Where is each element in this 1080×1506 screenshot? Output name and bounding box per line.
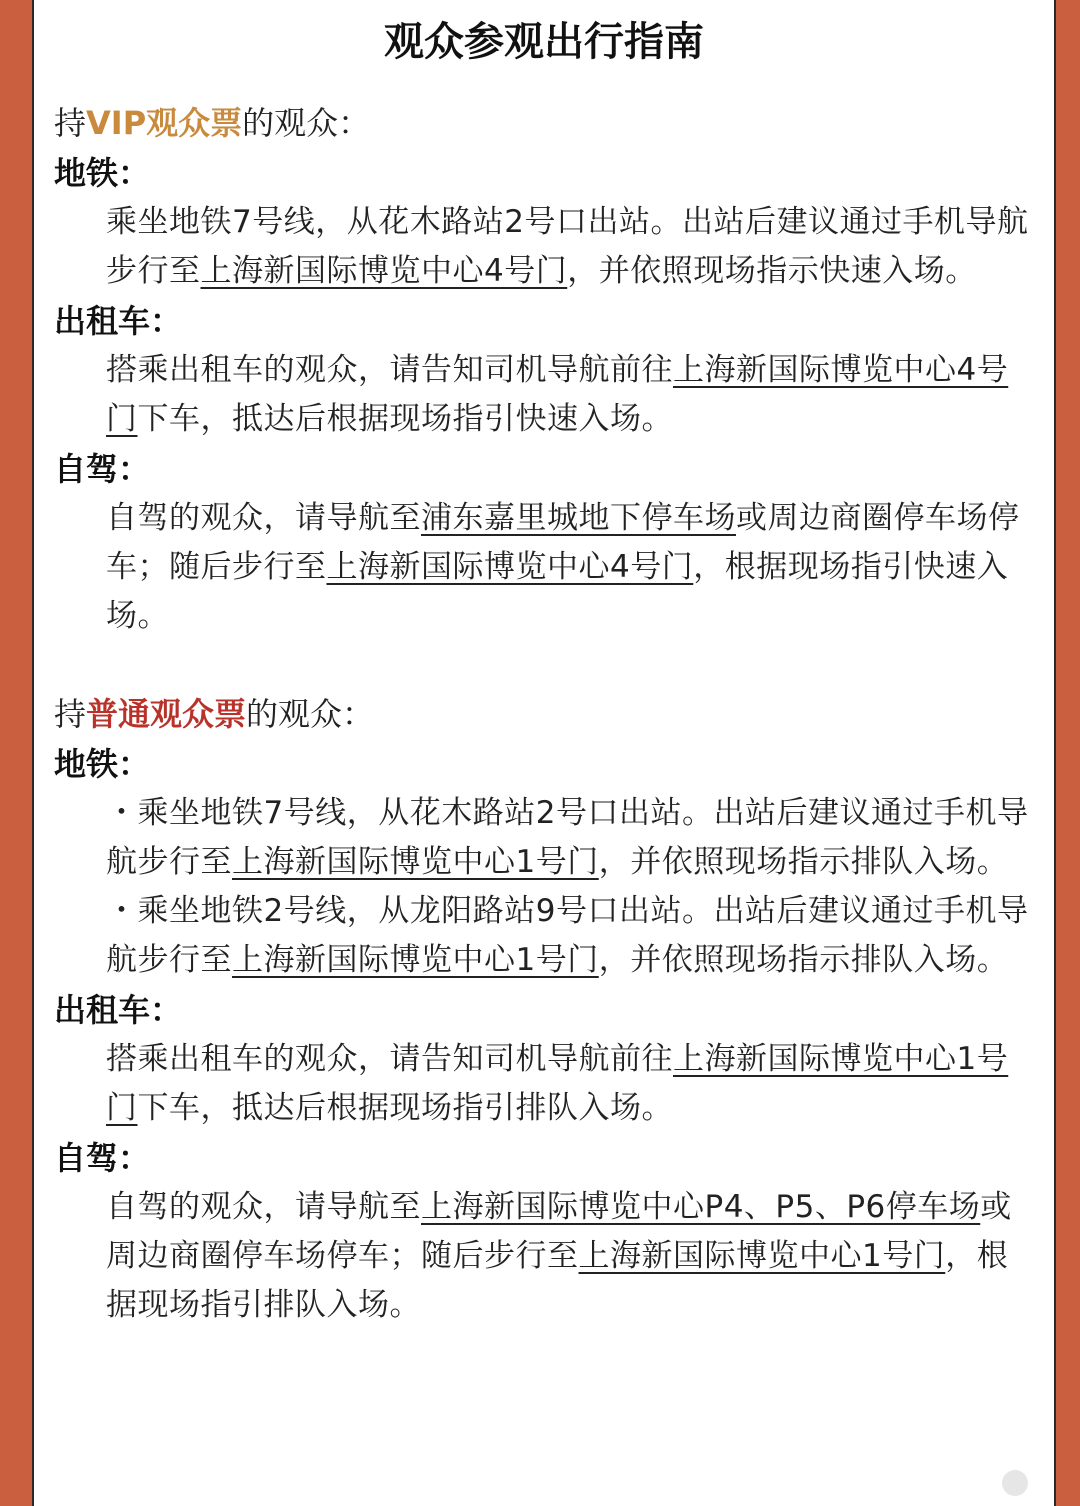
vip-section-heading [54, 98, 1044, 148]
text-segment: 搭乘出租车的观众，请告知司机导航前往 [106, 352, 673, 388]
text-segment: ・乘坐地铁2号线，从龙阳路站9号口出站。出站后建议通过手机导航步行至 [106, 893, 1029, 978]
text-segment: 或周边商圈停车场停车；随后步行至 [106, 1189, 1012, 1274]
regular-heading-suffix: 的观众： [246, 695, 375, 733]
destination-gate: 上海新国际博览中心1号门 [106, 1041, 1009, 1126]
text-segment: 自驾的观众，请导航至 [106, 1189, 421, 1225]
vip-drive-heading: 自驾： [54, 450, 151, 488]
text-segment: 搭乘出租车的观众，请告知司机导航前往 [106, 1041, 673, 1077]
text-segment: 下车，抵达后根据现场指引快速入场。 [137, 401, 673, 437]
vip-metro-heading: 地铁： [54, 154, 151, 192]
text-segment: 乘坐地铁7号线，从花木路站2号口出站。出站后建议通过手机导航步行至 [106, 204, 1029, 289]
vip-drive-text [106, 494, 1036, 641]
vip-heading-suffix: 的观众： [242, 104, 371, 142]
regular-section-heading [54, 689, 1044, 739]
text-segment: 自驾的观众，请导航至 [106, 500, 421, 536]
text-segment: ・乘坐地铁7号线，从花木路站2号口出站。出站后建议通过手机导航步行至 [106, 795, 1029, 880]
parking-location: 浦东嘉里城地下停车场 [421, 500, 736, 536]
destination-gate: 上海新国际博览中心1号门 [232, 942, 599, 978]
destination-gate: 上海新国际博览中心1号门 [578, 1238, 946, 1274]
parking-location: 上海新国际博览中心P4、P5、P6停车场 [421, 1189, 981, 1225]
destination-gate: 上海新国际博览中心4号门 [326, 549, 694, 585]
regular-metro-item-2 [106, 887, 1036, 985]
text-segment: ，根据现场指引排队入场。 [106, 1238, 1009, 1323]
text-segment: ，并依照现场指示排队入场。 [598, 942, 1009, 978]
regular-metro-item-1 [106, 789, 1036, 887]
regular-heading-prefix: 持 [54, 695, 87, 733]
watermark-icon [1002, 1470, 1028, 1496]
regular-metro-heading: 地铁： [54, 745, 151, 783]
destination-gate: 上海新国际博览中心4号门 [200, 253, 568, 289]
regular-ticket-label: 普通观众票 [86, 695, 247, 733]
destination-gate: 上海新国际博览中心4号门 [106, 352, 1009, 437]
vip-metro-text [106, 198, 1036, 296]
section-spacer [54, 641, 1044, 689]
regular-taxi-text [106, 1035, 1036, 1133]
page-title: 观众参观出行指南 [384, 19, 704, 65]
text-segment: ，根据现场指引快速入场。 [106, 549, 1009, 634]
text-segment: ，并依照现场指示排队入场。 [598, 844, 1009, 880]
regular-drive-heading: 自驾： [54, 1139, 151, 1177]
regular-taxi-heading: 出租车： [54, 991, 183, 1029]
destination-gate: 上海新国际博览中心1号门 [232, 844, 599, 880]
vip-ticket-label: VIP观众票 [86, 104, 243, 142]
guide-panel [32, 0, 1056, 1506]
vip-taxi-heading: 出租车： [54, 302, 183, 340]
text-segment: ，并依照现场指示快速入场。 [567, 253, 977, 289]
regular-drive-text [106, 1183, 1036, 1330]
guide-content [54, 98, 1044, 1330]
vip-taxi-text [106, 346, 1036, 444]
text-segment: 下车，抵达后根据现场指引排队入场。 [137, 1090, 673, 1126]
vip-heading-prefix: 持 [54, 104, 87, 142]
text-segment: 或周边商圈停车场停车；随后步行至 [106, 500, 1020, 585]
